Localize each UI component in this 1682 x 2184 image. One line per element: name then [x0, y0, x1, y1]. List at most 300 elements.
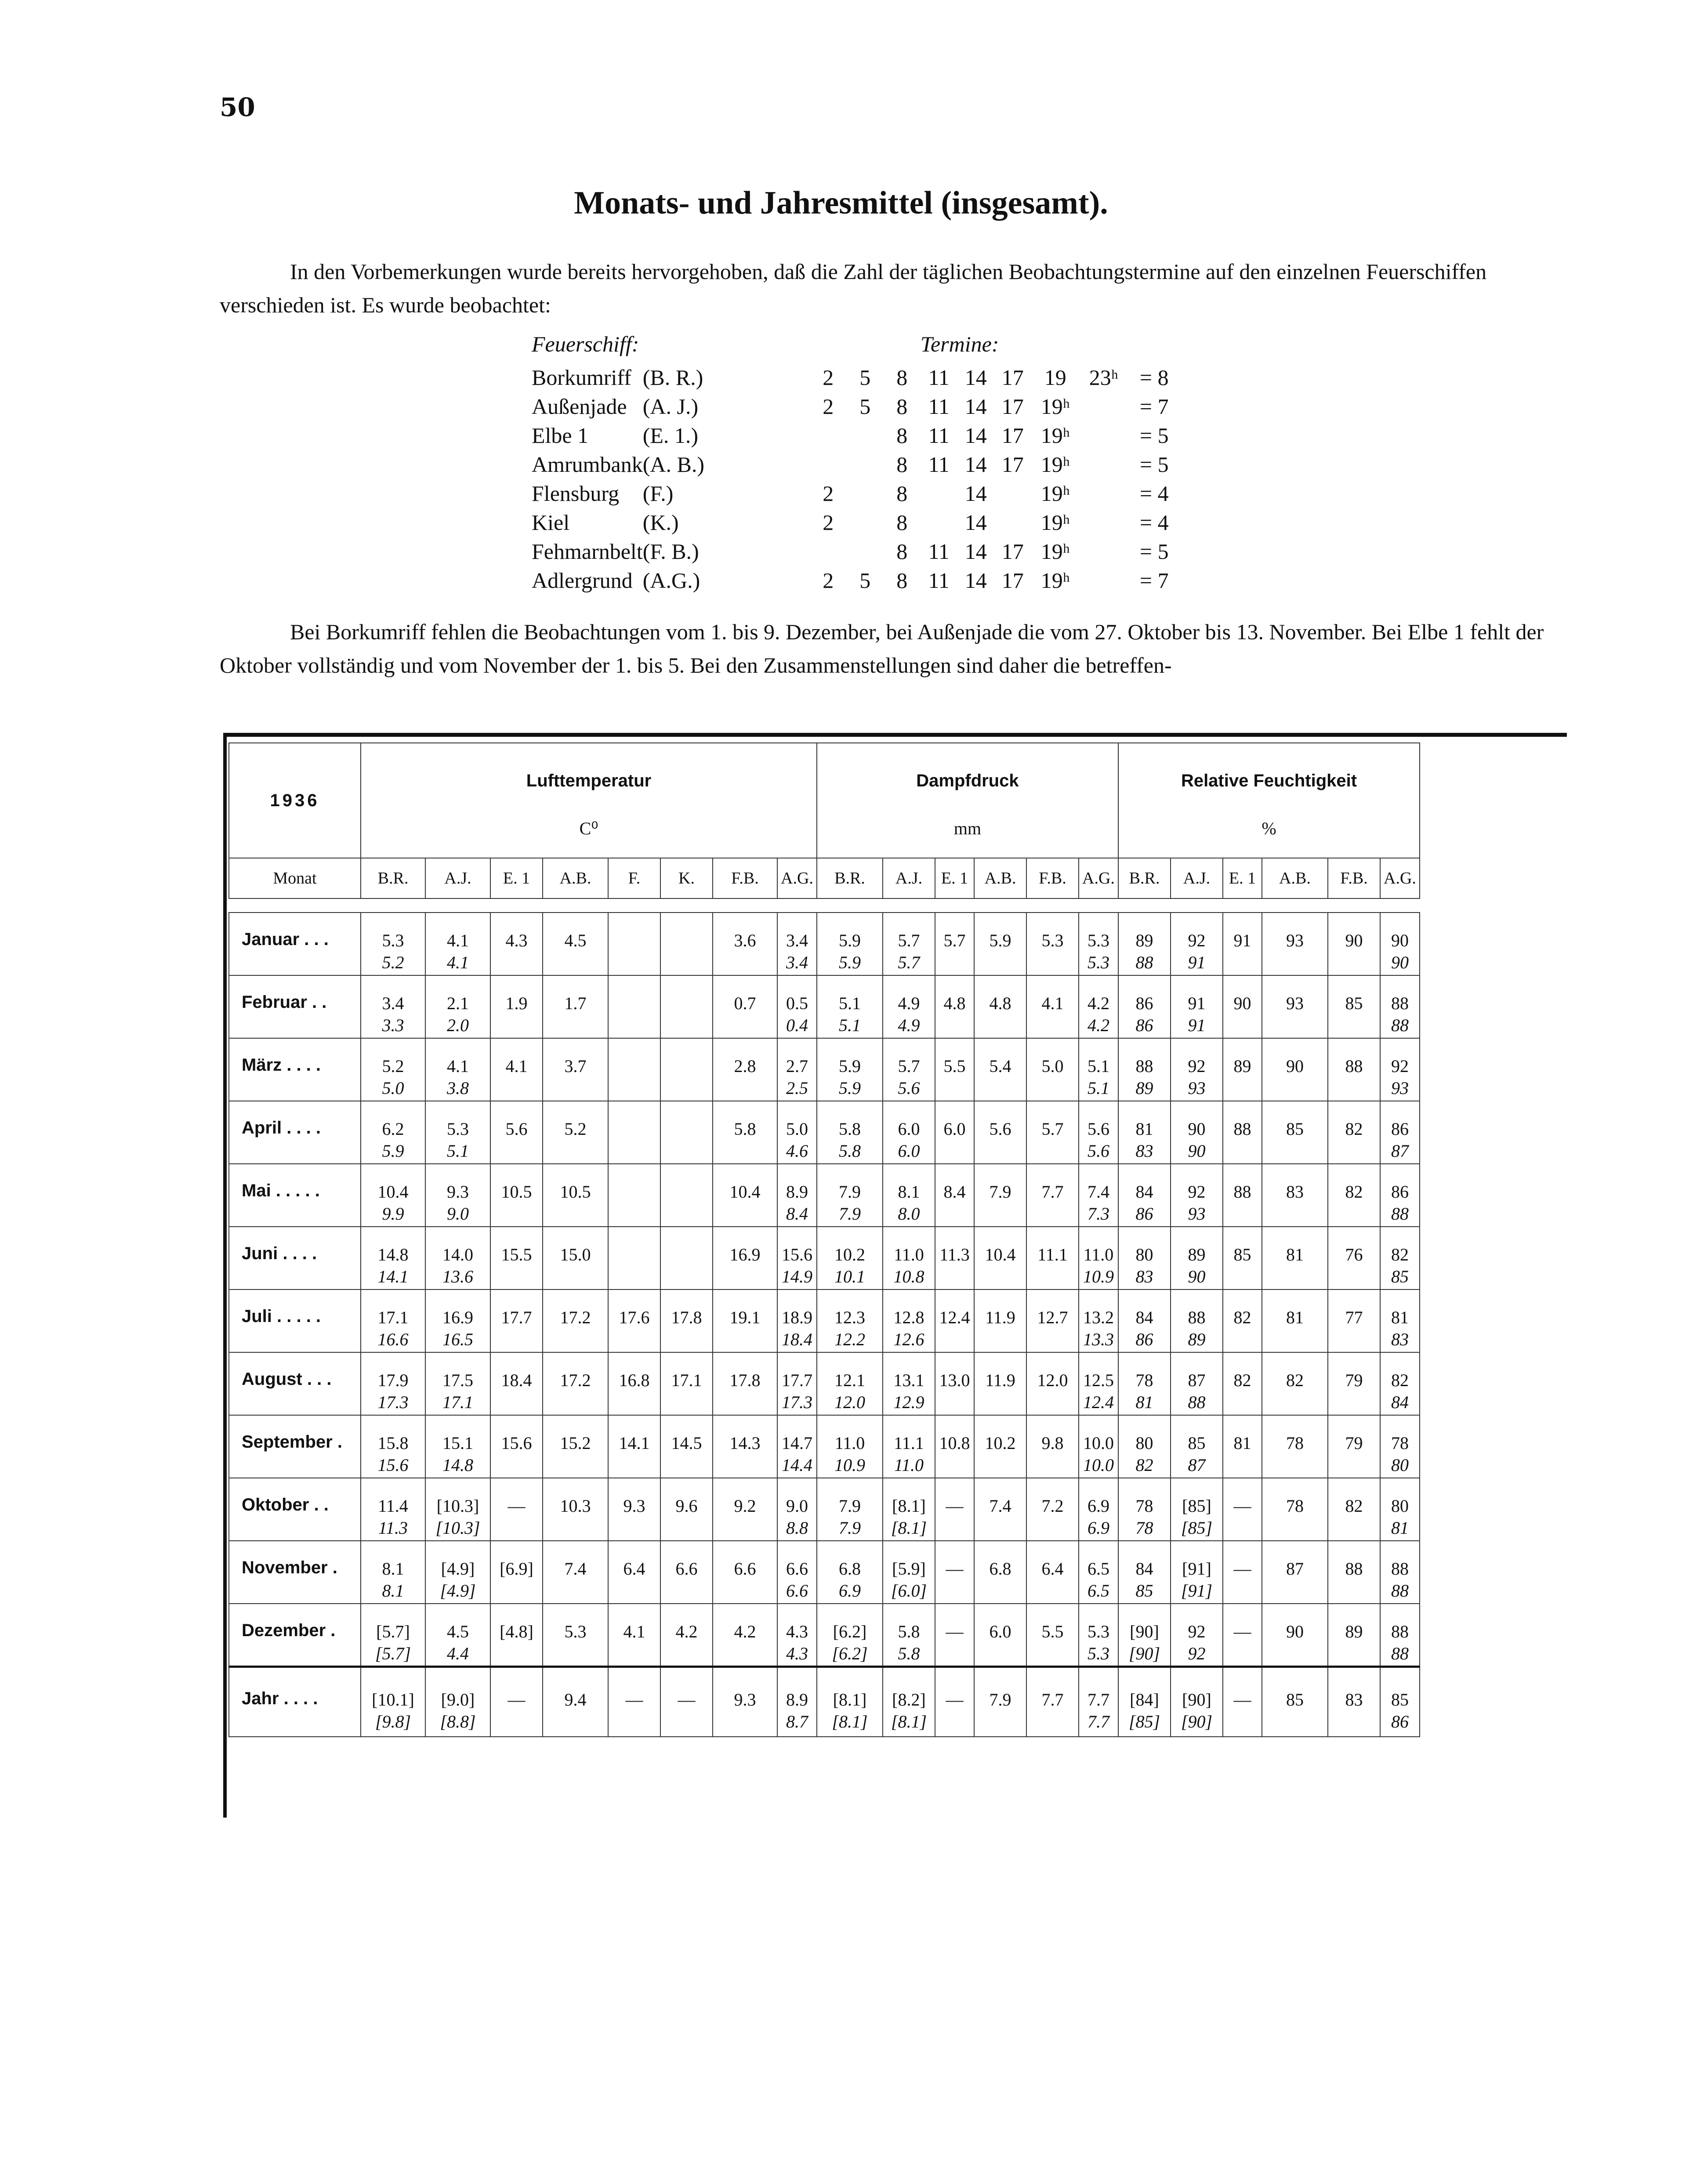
value-reduced-terms: 2.5 [786, 1078, 808, 1098]
observation-hour [847, 421, 884, 450]
ship-row [532, 392, 1181, 421]
observation-hour: 2 [823, 510, 834, 535]
value-reduced-terms [713, 1643, 777, 1665]
value-all-terms: 88 [1188, 1308, 1206, 1327]
value-reduced-terms [491, 1140, 542, 1162]
value-all-terms: 17.8 [671, 1308, 702, 1327]
data-cell [935, 1541, 974, 1604]
data-cell [1262, 975, 1328, 1038]
value-reduced-terms: 13.6 [442, 1267, 473, 1286]
value-reduced-terms [935, 1140, 974, 1162]
value-all-terms: 10.3 [560, 1496, 591, 1516]
observation-hour: 8 [896, 423, 908, 448]
value-all-terms: — [1233, 1559, 1251, 1579]
data-cell [777, 1415, 817, 1478]
value-reduced-terms [609, 1266, 660, 1288]
value-all-terms: 86 [1391, 1182, 1409, 1202]
data-cell [974, 1415, 1026, 1478]
value-reduced-terms [491, 1203, 542, 1225]
data-cell [361, 1478, 425, 1541]
terms-total: = 4 [1139, 481, 1169, 506]
value-reduced-terms [713, 1077, 777, 1099]
value-all-terms: — [678, 1689, 696, 1710]
value-reduced-terms: 8.7 [786, 1711, 808, 1731]
value-all-terms: 7.4 [564, 1559, 587, 1579]
value-all-terms: 88 [1391, 993, 1409, 1013]
data-cell [974, 1478, 1026, 1541]
value-all-terms: 15.1 [442, 1433, 473, 1453]
value-reduced-terms [1027, 1580, 1078, 1602]
value-reduced-terms: 10.8 [893, 1267, 924, 1286]
page-title: Monats- und Jahresmittel (insgesamt). [574, 185, 1108, 221]
value-reduced-terms [1262, 1077, 1327, 1099]
value-reduced-terms [491, 1014, 542, 1036]
data-cell [1026, 1289, 1079, 1352]
value-all-terms: 10.2 [834, 1245, 865, 1264]
month-row [229, 1164, 1420, 1227]
value-all-terms: 8.9 [786, 1689, 808, 1710]
data-cell [425, 1604, 490, 1666]
value-all-terms: [90] [1182, 1689, 1211, 1710]
value-all-terms: 2.8 [734, 1056, 756, 1076]
data-cell [1223, 1038, 1262, 1101]
value-all-terms: 86 [1135, 993, 1153, 1013]
value-reduced-terms: 4.2 [1088, 1015, 1109, 1035]
value-all-terms: 90 [1391, 931, 1409, 950]
observation-hour: 8 [896, 539, 908, 564]
value-reduced-terms [975, 1140, 1026, 1162]
value-all-terms: 14.5 [671, 1433, 702, 1453]
observation-hour: 11 [928, 452, 950, 477]
data-cell [1223, 1289, 1262, 1352]
value-all-terms [661, 1055, 712, 1077]
value-all-terms: 6.4 [1041, 1559, 1064, 1579]
value-all-terms: 2.1 [447, 993, 469, 1013]
data-cell [543, 1164, 608, 1227]
month-row [229, 975, 1420, 1038]
value-all-terms: 4.1 [447, 931, 469, 950]
value-all-terms: 92 [1188, 1056, 1206, 1076]
observation-hour: 19ʰ [1040, 423, 1070, 448]
note-paragraph: Bei Borkumriff fehlen die Beobachtungen vom 1. bis 9. Dezember, bei Außenjade die vom 27. Oktober bis 13. November. Bei Elbe 1 fehlt der Oktober vollständig und vom November der 1. bis 5. Bei den Zusammenstellungen sind daher die betreffen- [220, 619, 1544, 677]
value-all-terms: 5.7 [1041, 1119, 1064, 1139]
value-reduced-terms [975, 1454, 1026, 1476]
value-reduced-terms: 5.9 [382, 1141, 404, 1161]
observation-hour: 8 [896, 365, 908, 390]
value-all-terms: 17.1 [671, 1370, 702, 1390]
value-reduced-terms [713, 1329, 777, 1351]
value-all-terms: 90 [1233, 993, 1251, 1013]
value-all-terms: — [1233, 1689, 1251, 1710]
data-cell [660, 1478, 713, 1541]
value-reduced-terms: 87 [1188, 1455, 1206, 1475]
data-cell [1026, 1101, 1079, 1164]
observation-hour: 19ʰ [1040, 481, 1070, 506]
value-reduced-terms [1328, 1266, 1380, 1288]
value-reduced-terms: [8.1] [891, 1518, 927, 1538]
data-cell [1328, 975, 1380, 1038]
value-all-terms: 10.4 [985, 1245, 1016, 1264]
ship-name: Fehmarnbelt [532, 539, 643, 564]
value-all-terms: 17.2 [560, 1370, 591, 1390]
data-cell [425, 1541, 490, 1604]
value-reduced-terms: 83 [1135, 1267, 1153, 1286]
data-cell [1262, 1038, 1328, 1101]
value-reduced-terms [935, 1077, 974, 1099]
data-cell [1380, 1604, 1420, 1666]
value-all-terms: — [946, 1559, 964, 1579]
month-row [229, 1227, 1420, 1289]
value-all-terms: 10.0 [1083, 1433, 1114, 1453]
vapour-pressure-column-header: F.B. [1026, 858, 1079, 898]
value-all-terms: — [946, 1496, 964, 1516]
data-cell [490, 1289, 543, 1352]
data-cell [935, 1164, 974, 1227]
value-all-terms: 8.4 [943, 1182, 966, 1202]
value-all-terms: 4.1 [1041, 993, 1064, 1013]
value-reduced-terms [975, 1391, 1026, 1413]
value-reduced-terms [1328, 1454, 1380, 1476]
value-reduced-terms [543, 1203, 608, 1225]
value-all-terms: 10.2 [985, 1433, 1016, 1453]
value-reduced-terms: 93 [1188, 1078, 1206, 1098]
data-cell [817, 1666, 883, 1737]
data-cell [543, 975, 608, 1038]
data-cell [1079, 1289, 1118, 1352]
value-all-terms: 92 [1188, 931, 1206, 950]
value-reduced-terms: 90 [1188, 1267, 1206, 1286]
value-all-terms: [91] [1182, 1559, 1211, 1579]
value-reduced-terms [1328, 1203, 1380, 1225]
data-cell [608, 1101, 660, 1164]
data-cell [425, 1666, 490, 1737]
data-cell [543, 1666, 608, 1737]
data-cell [1223, 1478, 1262, 1541]
value-reduced-terms [1328, 1643, 1380, 1665]
value-reduced-terms: 93 [1391, 1078, 1409, 1098]
data-cell [490, 1478, 543, 1541]
value-reduced-terms: 83 [1391, 1329, 1409, 1349]
value-all-terms: 77 [1345, 1308, 1363, 1327]
observation-hour [994, 479, 1031, 508]
data-cell [425, 1289, 490, 1352]
data-cell [1171, 1604, 1223, 1666]
value-all-terms: 4.5 [447, 1622, 469, 1641]
data-cell [1328, 1227, 1380, 1289]
value-reduced-terms: 8.1 [382, 1581, 404, 1601]
value-all-terms: — [508, 1689, 526, 1710]
table-year: 1936 [229, 743, 361, 858]
value-reduced-terms: 4.1 [447, 953, 469, 972]
data-cell [713, 1101, 777, 1164]
data-cell [817, 1352, 883, 1415]
data-cell [713, 1227, 777, 1289]
data-cell [1380, 1352, 1420, 1415]
value-all-terms: 5.3 [1088, 1622, 1109, 1641]
value-all-terms: 78 [1286, 1496, 1304, 1516]
value-reduced-terms [935, 1711, 974, 1733]
value-reduced-terms: 86 [1135, 1329, 1153, 1349]
data-cell [883, 1415, 935, 1478]
value-all-terms: 88 [1345, 1056, 1363, 1076]
value-all-terms: 7.4 [1088, 1182, 1109, 1202]
value-reduced-terms: [5.7] [375, 1644, 411, 1663]
month-label: April . . . . [229, 1101, 361, 1164]
data-cell [1223, 1541, 1262, 1604]
value-all-terms: 11.0 [1083, 1245, 1114, 1264]
data-cell [1328, 913, 1380, 975]
data-cell [660, 913, 713, 975]
data-cell [543, 1038, 608, 1101]
value-all-terms: 88 [1233, 1119, 1251, 1139]
value-reduced-terms [543, 1140, 608, 1162]
value-all-terms: 6.0 [989, 1622, 1011, 1641]
value-all-terms: [6.2] [833, 1622, 867, 1641]
value-all-terms: 5.1 [1088, 1056, 1109, 1076]
data-cell [1079, 1415, 1118, 1478]
value-all-terms: 84 [1135, 1559, 1153, 1579]
data-cell [1380, 975, 1420, 1038]
humidity-column-header: A.B. [1262, 858, 1328, 898]
value-all-terms: 18.4 [501, 1370, 532, 1390]
observation-hour: 14 [964, 481, 987, 506]
value-reduced-terms [661, 1014, 712, 1036]
data-cell [1079, 1666, 1118, 1737]
value-all-terms: 14.1 [619, 1433, 650, 1453]
value-reduced-terms: 10.0 [1083, 1455, 1114, 1475]
observation-hour: 11 [928, 365, 950, 390]
value-reduced-terms [1262, 1391, 1327, 1413]
value-reduced-terms: 90 [1391, 953, 1409, 972]
value-all-terms: 85 [1391, 1689, 1409, 1710]
value-reduced-terms [609, 1517, 660, 1539]
value-all-terms: 14.8 [377, 1245, 409, 1264]
observation-hour: 17 [1001, 568, 1024, 593]
value-all-terms: 87 [1188, 1370, 1206, 1390]
value-all-terms: 1.7 [564, 993, 587, 1013]
value-all-terms: 15.6 [501, 1433, 532, 1453]
monthly-means-table [228, 742, 1420, 1737]
data-cell [361, 1604, 425, 1666]
data-cell [1079, 1352, 1118, 1415]
value-all-terms: 6.8 [839, 1559, 861, 1579]
data-cell [361, 975, 425, 1038]
value-reduced-terms: 7.3 [1088, 1204, 1109, 1224]
ship-name: Amrumbank [532, 452, 643, 477]
data-cell [883, 1541, 935, 1604]
value-all-terms: 89 [1345, 1622, 1363, 1641]
value-all-terms: 81 [1233, 1433, 1251, 1453]
value-reduced-terms [1262, 1203, 1327, 1225]
value-reduced-terms [1328, 1140, 1380, 1162]
data-cell [361, 1666, 425, 1737]
terms-total: = 4 [1139, 510, 1169, 535]
data-cell [1171, 975, 1223, 1038]
value-all-terms: 82 [1233, 1370, 1251, 1390]
value-all-terms: 4.2 [1088, 993, 1109, 1013]
data-cell [1171, 1101, 1223, 1164]
value-all-terms: — [625, 1689, 643, 1710]
value-reduced-terms: 17.3 [782, 1392, 812, 1412]
value-all-terms: 5.9 [989, 931, 1011, 950]
value-all-terms: 5.8 [839, 1119, 861, 1139]
data-cell [425, 1101, 490, 1164]
data-cell [490, 1415, 543, 1478]
observation-hour: 11 [928, 568, 950, 593]
observation-hour: 17 [1001, 423, 1024, 448]
data-cell [713, 1289, 777, 1352]
value-reduced-terms: [85] [1128, 1711, 1160, 1731]
data-cell [1262, 1478, 1328, 1541]
value-reduced-terms: 5.9 [839, 953, 861, 972]
value-reduced-terms: 5.9 [839, 1078, 861, 1098]
data-cell [1262, 1541, 1328, 1604]
value-all-terms: — [946, 1689, 964, 1710]
data-cell [974, 1038, 1026, 1101]
data-cell [1118, 1541, 1171, 1604]
value-reduced-terms [491, 1711, 542, 1733]
value-all-terms: 8.9 [786, 1182, 808, 1202]
value-all-terms: 84 [1135, 1308, 1153, 1327]
data-cell [1171, 1352, 1223, 1415]
value-reduced-terms [661, 1391, 712, 1413]
value-reduced-terms [1328, 1711, 1380, 1733]
value-all-terms: 88 [1233, 1182, 1251, 1202]
data-cell [1262, 1415, 1328, 1478]
value-all-terms: 16.9 [729, 1245, 761, 1264]
humidity-column-header: F.B. [1328, 858, 1380, 898]
month-label: Dezember . [229, 1604, 361, 1666]
value-reduced-terms [713, 1140, 777, 1162]
value-reduced-terms: 3.4 [786, 953, 808, 972]
ship-name: Elbe 1 [532, 423, 589, 448]
value-reduced-terms: 5.2 [382, 953, 404, 972]
observation-hour [847, 537, 884, 566]
observation-hour: 8 [896, 452, 908, 477]
value-all-terms [661, 1118, 712, 1140]
value-all-terms: 89 [1233, 1056, 1251, 1076]
value-reduced-terms [713, 1517, 777, 1539]
observation-hour [1080, 508, 1128, 537]
data-cell [935, 1478, 974, 1541]
value-reduced-terms: 88 [1391, 1581, 1409, 1601]
value-reduced-terms [609, 1203, 660, 1225]
ship-header: Feuerschiff: [532, 332, 639, 356]
value-all-terms: 5.7 [943, 931, 966, 950]
value-all-terms: 85 [1286, 1689, 1304, 1710]
observation-hour: 5 [859, 394, 871, 419]
data-cell [1328, 1352, 1380, 1415]
data-cell [1223, 1164, 1262, 1227]
data-cell [1380, 1478, 1420, 1541]
data-cell [883, 913, 935, 975]
value-all-terms: 88 [1135, 1056, 1153, 1076]
data-cell [883, 975, 935, 1038]
data-cell [1079, 1541, 1118, 1604]
value-all-terms: 15.2 [560, 1433, 591, 1453]
value-reduced-terms: 84 [1391, 1392, 1409, 1412]
value-reduced-terms: 3.8 [447, 1078, 469, 1098]
ship-row [532, 363, 1181, 392]
value-reduced-terms [1027, 1140, 1078, 1162]
value-all-terms: 4.5 [564, 931, 587, 950]
value-reduced-terms [1328, 1517, 1380, 1539]
value-reduced-terms [1328, 1077, 1380, 1099]
value-all-terms: 13.1 [893, 1370, 924, 1390]
value-all-terms: 6.0 [898, 1119, 920, 1139]
value-all-terms [661, 930, 712, 952]
temperature-column-header: F. [608, 858, 660, 898]
data-cell [361, 1289, 425, 1352]
value-all-terms: 10.4 [729, 1182, 761, 1202]
data-cell [1171, 1666, 1223, 1737]
ship-abbreviation: (E. 1.) [642, 423, 699, 448]
value-all-terms: 91 [1188, 993, 1206, 1013]
value-all-terms: 90 [1188, 1119, 1206, 1139]
value-reduced-terms [1027, 1014, 1078, 1036]
data-cell [1223, 1415, 1262, 1478]
value-all-terms: 18.9 [782, 1308, 812, 1327]
value-reduced-terms [543, 1643, 608, 1665]
data-cell [883, 1666, 935, 1737]
humidity-column-header: E. 1 [1223, 858, 1262, 898]
value-all-terms: 78 [1286, 1433, 1304, 1453]
data-cell [543, 913, 608, 975]
vapour-pressure-column-header: A.B. [974, 858, 1026, 898]
value-reduced-terms [491, 1266, 542, 1288]
observation-hour: 14 [964, 568, 987, 593]
value-reduced-terms: 6.0 [898, 1141, 920, 1161]
value-reduced-terms: 15.6 [377, 1455, 409, 1475]
data-cell [817, 1227, 883, 1289]
data-cell [1328, 1101, 1380, 1164]
ship-row [532, 479, 1181, 508]
value-reduced-terms: 14.4 [782, 1455, 812, 1475]
value-reduced-terms: [6.2] [832, 1644, 868, 1663]
data-cell [883, 1164, 935, 1227]
year-row [229, 1666, 1420, 1737]
value-all-terms: 80 [1135, 1433, 1153, 1453]
observation-hour: 14 [964, 423, 987, 448]
month-row [229, 1604, 1420, 1666]
value-all-terms [609, 992, 660, 1014]
temperature-column-header: A.G. [777, 858, 817, 898]
value-reduced-terms [1262, 952, 1327, 974]
observation-hour: 2 [823, 481, 834, 506]
value-reduced-terms [713, 1454, 777, 1476]
value-all-terms: 8.1 [382, 1559, 404, 1579]
month-row [229, 1415, 1420, 1478]
value-reduced-terms [713, 1391, 777, 1413]
data-cell [608, 1541, 660, 1604]
value-reduced-terms [543, 1454, 608, 1476]
ship-name: Flensburg [532, 481, 620, 506]
value-all-terms: 6.8 [989, 1559, 1011, 1579]
data-cell [777, 1038, 817, 1101]
vapour-pressure-column-header: E. 1 [935, 858, 974, 898]
month-label: Mai . . . . . [229, 1164, 361, 1227]
value-all-terms: 81 [1286, 1245, 1304, 1264]
value-all-terms: 12.3 [834, 1308, 865, 1327]
value-reduced-terms: 78 [1135, 1518, 1153, 1538]
value-all-terms: 12.4 [939, 1308, 970, 1327]
value-reduced-terms [491, 1391, 542, 1413]
data-cell [1223, 975, 1262, 1038]
observation-hour: 8 [896, 510, 908, 535]
data-cell [713, 1541, 777, 1604]
value-all-terms: 93 [1286, 993, 1304, 1013]
value-all-terms: 93 [1286, 931, 1304, 950]
